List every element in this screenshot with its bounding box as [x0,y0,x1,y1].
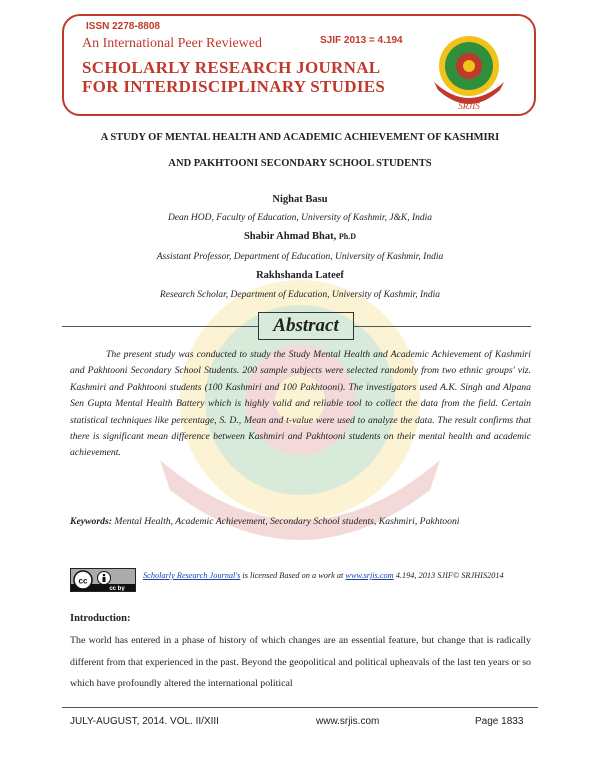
abstract-divider-left [62,326,258,327]
paper-title [62,125,538,177]
journal-link[interactable]: Scholarly Research Journal's [143,571,241,580]
footer-issue: JULY-AUGUST, 2014. VOL. II/XIII [70,716,219,727]
author-name-2-text: Shabir Ahmad Bhat, [243,231,337,242]
author-name-2 [62,231,538,242]
author-affiliation-2: Assistant Professor, Department of Education, University of Kashmir, India [156,252,444,262]
journal-name [82,58,385,96]
journal-name-line2: FOR INTERDISCIPLINARY STUDIES [82,77,386,96]
footer-website: www.srjis.com [316,716,380,727]
abstract-body-text: The present study was conducted to study the Study Mental Health and Academic Achievement of Kashmiri and Pakhtooni Secondary School Students. 200 sample subjects were selected randomly from two ethnic groups' viz. Kashmiri and Pakhtooni students (100 Kashmiri and 100 Pakhtooni). The investigators used A.K. Singh and Alpana Sen Gupta Mental Health Battery which is highly valid and reliable tool to collect the data from the field. Certain statistical techniques like percentage, S. D., Mean and t-value were used to analyze the data. The result confirms that there is significant mean difference between Kashmiri and Pakhtooni students on their mental health and academic achievement. [70,349,531,459]
footer-page-number: Page 1833 [475,716,524,727]
svg-text:cc by: cc by [109,586,125,592]
footer-divider [62,707,538,708]
website-link[interactable]: www.srjis.com [345,571,394,580]
keywords-label: Keywords: [70,516,112,527]
author-degree-2: Ph.D [338,232,357,241]
paper-title-line2: AND PAKHTOONI SECONDARY SCHOOL STUDENTS [168,158,432,169]
abstract-body [70,347,531,462]
abstract-heading: Abstract [258,312,354,340]
keywords-text: Mental Health, Academic Achievement, Secondary School students, Kashmiri, Pakhtooni [114,516,460,527]
peer-reviewed-label: An International Peer Reviewed [82,36,262,51]
cc-license-badge[interactable] [70,568,136,592]
author-affiliation-1: Dean HOD, Faculty of Education, University of Kashmir, J&K, India [167,213,433,223]
author-name-1: Nighat Basu [272,194,328,205]
author-name-3: Rakhshanda Lateef [256,270,344,281]
journal-header [62,14,536,116]
license-text: Scholarly Research Journal's is licensed Based on a work at www.srjis.com 4.194, 2013 SJIF© SRJHIS2014 [143,571,504,580]
introduction-heading: Introduction: [70,613,131,624]
journal-name-line1: SCHOLARLY RESEARCH JOURNAL [82,58,381,77]
sjif-label: SJIF 2013 = 4.194 [320,35,403,46]
author-affiliation-3: Research Scholar, Department of Education, University of Kashmir, India [159,290,441,300]
svg-text:cc: cc [78,576,88,586]
introduction-body: The world has entered in a phase of history of which changes are an essential feature, but change that is radically different from that experienced in the past. Beyond the geopolitical and political upheavals of the last ten years or so which have profoundly altered the international political [70,635,531,689]
abstract-divider-right [354,326,531,327]
logo-text: SRJIS [458,101,480,111]
issn-label: ISSN 2278-8808 [86,21,160,32]
journal-logo [428,30,510,112]
paper-title-line1: A STUDY OF MENTAL HEALTH AND ACADEMIC ACHIEVEMENT OF KASHMIRI [100,132,500,143]
keywords [70,513,531,530]
